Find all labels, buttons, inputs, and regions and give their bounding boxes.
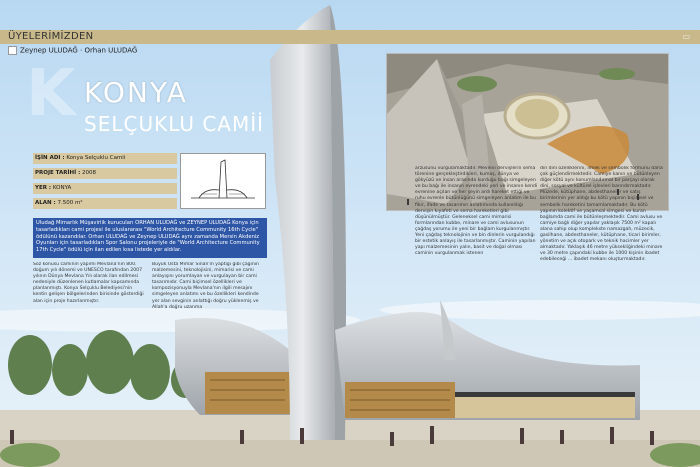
drop-initial: K (26, 57, 76, 131)
body-column-1: Söz konusu caminin yapımı Mevlana'nın 800. doğum yılı dönemi ve UNESCO tarafından 2007 yılının Dünya Mevlana Yılı olarak ilan edilmesi nedeniyle düzenlenen kutlamalar kapsamında planlanmıştı. Konya Selçuklu Belediyesi'nin kentin gelişen bölgelerinden birisinde gösterdiği alan için proje hazırlanmıştır. (33, 262, 144, 304)
info-row-date: PROJE TARİHİ : 2008 (33, 168, 177, 179)
article-title: KONYA (84, 76, 188, 109)
intro-paragraph: Uludağ Mimarlık Müşavirlik kurucuları ORHAN ULUDAĞ ve ZEYNEP ULUDAĞ Konya için tasarladıkları cami projesi ile uluslararası "World Architecture Community 16th Cycle" ödülünü kazandılar. Orhan ULUDAĞ ve Zeynep ULUDAĞ aynı zamanda Mersin Akdeniz Oyunları için tasarladıkları Spor Salonu projeleriyle de "World Architecture Community 17th Cycle" ödülü için ilan edilen kısa listede yer aldılar. (33, 218, 267, 258)
article-subtitle: SELÇUKLU CAMİİ (84, 112, 265, 136)
page-marker: ▭ (682, 32, 690, 41)
body-column-4: din dini özelliklerini, ilmek ve sembolik formunu daha çok güçlendirmektedir. Camiye kanın ve bütünleyen diğer kötü aynı konumlandırmal bir parçayı olarak dini, sosyal ve kültürel işlevleri barındırmaktadır. Müzede, kütüphane, abdesthaneler ve satış birimlerinin yer aldığı bu kötü yapının biçimsel ve sembolik hareketini tamamlamaktadır. Bu kötü yapının kolektif ve yaşamsal simgesi ve kuran bağlamda cami ile bütünleşmektedir. Cami avlusu ve camiye bağlı diğer yapılar yaklaşık 7500 m² kapalı alana sahip olup komplekste namazgah, müzecik, gasilhane, abdesthaneler, kütüphane, ticari birimler, yönetim ve açık otopark ve teknik hacimler yer almaktadır. Yaklaşık 46 metre yüksekliğindeki minare ve 30 metre çapındaki kubbe ile 1000 kişinin ibadet edebileceği ... ibadet mekanı oluşturmaktadır. (540, 166, 663, 263)
project-info-box (33, 153, 177, 209)
info-row-area: ALAN : 7.500 m² (33, 198, 177, 209)
section-title: ÜYELERİMİZDEN (8, 31, 94, 42)
authors-line (8, 46, 137, 56)
authors-text: Zeynep ULUDAĞ · Orhan ULUDAĞ (20, 46, 138, 55)
body-column-3: arzusunu vurgulamaktadır. Mevlevi dervişlerin sema törenine gerçekleştirdikleri, kumaş, dünya ve gökyüzü ve insan arasında kurduğu bağı simgeleyen ve bu bağı ile insanın evrendeki yeri ve insanın kendi evrenine açılan ve her şeyin ardı hareket ettiği ve ruhu evrenle bütünlüğünü simgeleyen anlatım ile bu fikir, ifade ve tasarımın anlatımında kullanıldığı dervişin kıyafeti ve sema hareketleri gibi düşünülmüştür. Geleneksel cami mimarisi formlarından kubbe, minare ve cami avlusunun çağdaş yorumu ile yeni bir bağlam kurgulanmıştır. Yeni çağdaş teknolojinin ve bin dinlerin vurgulandığı bir estetik anlayış ile tasarlanmıştır. Caminin yapılan yapı malzemesinin yalın, basit ve doğal olması caminin vurgulanmak istenen (415, 166, 538, 257)
bullet-square-icon (8, 46, 17, 55)
info-row-name: İŞİN ADI : Konya Selçuklu Camii (33, 153, 177, 164)
info-row-place: YER : KONYA (33, 183, 177, 194)
body-column-2: Büyük Usta Mimar Sinan'ın yaptığı gibi çağının malzemesini, teknolojisini, mimarisi ve cami anlayışını yorumlayan ve vurgulayan bir cami tasarımıdır. Cami biçimsel özellikleri ve kompozisyonuyla Mevlana'nın ilgili mesajını simgeleyen anlatımı ve bu özellikleri kendinde yer alan sevginin anlattığı doğru yüklenmiş ve Allah'a doğru uzanma (152, 262, 259, 310)
header-bar (0, 30, 700, 44)
elevation-sketch (180, 153, 266, 209)
